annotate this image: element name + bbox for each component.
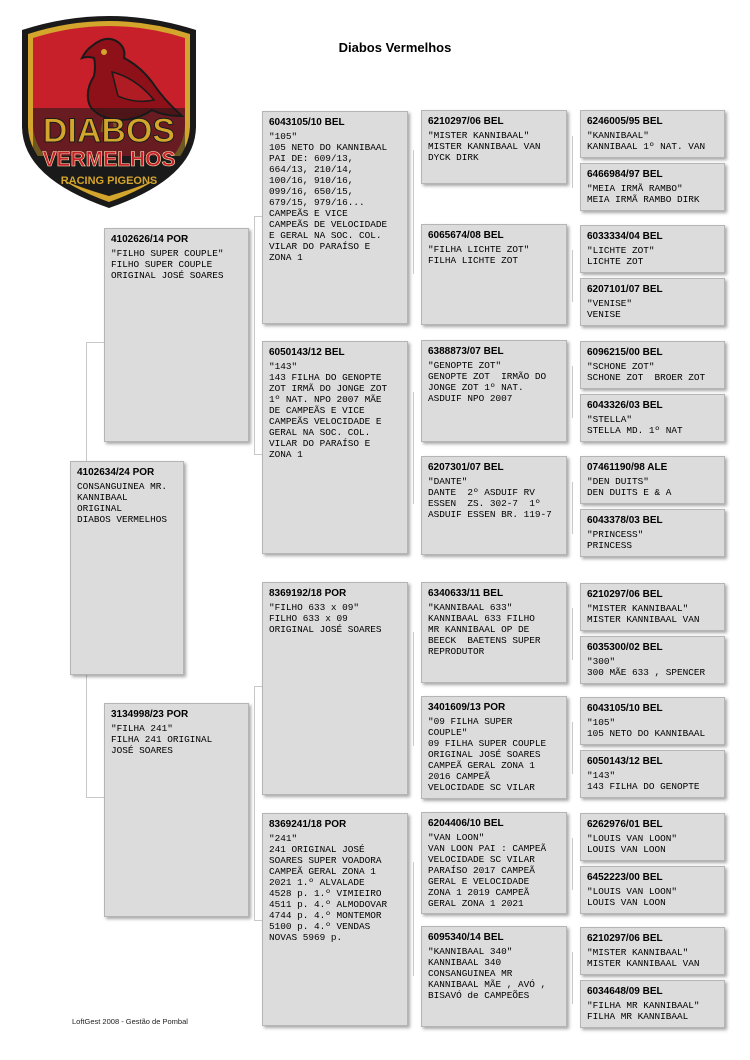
pigeon-card-gen5[interactable]	[580, 813, 725, 861]
logo-line-2: VERMELHOS	[42, 148, 176, 171]
pigeon-description: "143" 143 FILHA DO GENOPTE	[587, 770, 700, 792]
pigeon-card-gen5[interactable]	[580, 583, 725, 631]
pigeon-card-great-grandparent[interactable]	[421, 926, 567, 1027]
pigeon-card-grandparent[interactable]	[262, 111, 408, 324]
pigeon-card-great-grandparent[interactable]	[421, 812, 567, 914]
ring-number: 6207101/07 BEL	[587, 284, 663, 295]
pigeon-card-great-grandparent[interactable]	[421, 696, 567, 799]
pigeon-card-sire[interactable]	[104, 228, 249, 442]
connector	[572, 136, 573, 188]
pigeon-card-gen5[interactable]	[580, 866, 725, 914]
connector	[572, 608, 573, 660]
ring-number: 6034648/09 BEL	[587, 986, 663, 997]
pigeon-description: "GENOPTE ZOT" GENOPTE ZOT IRMÃO DO JONGE ZOT 1º NAT. ASDUIF NPO 2007	[428, 360, 547, 404]
pigeon-card-subject[interactable]	[70, 461, 184, 675]
ring-number: 6043105/10 BEL	[587, 703, 663, 714]
connector	[413, 392, 414, 504]
ring-number: 6210297/06 BEL	[587, 933, 663, 944]
pigeon-card-gen5[interactable]	[580, 110, 725, 158]
pigeon-description: "FILHO 633 x 09" FILHO 633 x 09 ORIGINAL JOSÉ SOARES	[269, 602, 382, 635]
ring-number: 07461190/98 ALE	[587, 462, 668, 473]
pigeon-card-gen5[interactable]	[580, 636, 725, 684]
ring-number: 6050143/12 BEL	[269, 347, 345, 358]
pigeon-description: "MISTER KANNIBAAL" MISTER KANNIBAAL VAN	[587, 947, 700, 969]
pigeon-description: "09 FILHA SUPER COUPLE" 09 FILHA SUPER COUPLE ORIGINAL JOSÉ SOARES CAMPEÃ GERAL ZONA 1 2016 CAMPEÃ VELOCIDADE SC VILAR	[428, 716, 547, 793]
ring-number: 6262976/01 BEL	[587, 819, 663, 830]
pigeon-card-grandparent[interactable]	[262, 582, 408, 795]
ring-number: 3134998/23 POR	[111, 709, 189, 720]
pigeon-description: CONSANGUINEA MR. KANNIBAAL ORIGINAL DIABOS VERMELHOS	[77, 481, 168, 525]
ring-number: 4102634/24 POR	[77, 467, 155, 478]
ring-number: 6210297/06 BEL	[428, 116, 504, 127]
pigeon-card-gen5[interactable]	[580, 278, 725, 326]
connector	[254, 920, 262, 921]
pigeon-description: "105" 105 NETO DO KANNIBAAL	[587, 717, 706, 739]
pigeon-card-great-grandparent[interactable]	[421, 340, 567, 442]
pigeon-card-gen5[interactable]	[580, 341, 725, 389]
pigeon-description: "KANNIBAAL" KANNIBAAL 1º NAT. VAN	[587, 130, 706, 152]
pigeon-description: "LOUIS VAN LOON" LOUIS VAN LOON	[587, 886, 678, 908]
logo-line-3: RACING PIGEONS	[60, 175, 158, 187]
club-logo	[14, 8, 204, 213]
ring-number: 6466984/97 BEL	[587, 169, 663, 180]
ring-number: 6035300/02 BEL	[587, 642, 663, 653]
ring-number: 6246005/95 BEL	[587, 116, 663, 127]
pigeon-description: "STELLA" STELLA MD. 1º NAT	[587, 414, 683, 436]
pigeon-description: "FILHA MR KANNIBAAL" FILHA MR KANNIBAAL	[587, 1000, 700, 1022]
pigeon-description: "VAN LOON" VAN LOON PAI : CAMPEÃ VELOCIDADE SC VILAR PARAÍSO 2017 CAMPEÃ GERAL E VELOCIDADE ZONA 1 2019 CAMPEÃ GERAL ZONA 1 2021	[428, 832, 547, 909]
connector	[254, 216, 255, 454]
page-title: Diabos Vermelhos	[338, 40, 452, 55]
pigeon-description: "MEIA IRMÃ RAMBO" MEIA IRMÃ RAMBO DIRK	[587, 183, 700, 205]
ring-number: 4102626/14 POR	[111, 234, 189, 245]
pigeon-description: "KANNIBAAL 340" KANNIBAAL 340 CONSANGUINEA MR KANNIBAAL MÃE , AVÓ , BISAVÓ de CAMPEÕES	[428, 946, 547, 1001]
ring-number: 6452223/00 BEL	[587, 872, 663, 883]
pigeon-card-gen5[interactable]	[580, 225, 725, 273]
pigeon-card-gen5[interactable]	[580, 394, 725, 442]
pigeon-card-gen5[interactable]	[580, 509, 725, 557]
connector	[86, 342, 104, 343]
connector	[254, 216, 262, 217]
pigeon-description: "PRINCESS" PRINCESS	[587, 529, 644, 551]
pigeon-description: "300" 300 MÃE 633 , SPENCER	[587, 656, 706, 678]
pigeon-card-grandparent[interactable]	[262, 813, 408, 1026]
ring-number: 6050143/12 BEL	[587, 756, 663, 767]
pigeon-description: "FILHA LICHTE ZOT" FILHA LICHTE ZOT	[428, 244, 530, 266]
connector	[254, 686, 262, 687]
connector	[413, 632, 414, 746]
pigeon-card-gen5[interactable]	[580, 697, 725, 745]
pigeon-description: "FILHA 241" FILHA 241 ORIGINAL JOSÉ SOARES	[111, 723, 213, 756]
pigeon-description: "KANNIBAAL 633" KANNIBAAL 633 FILHO MR KANNIBAAL OP DE BEECK BAETENS SUPER REPRODUTOR	[428, 602, 541, 657]
pigeon-description: "VENISE" VENISE	[587, 298, 633, 320]
ring-number: 6210297/06 BEL	[587, 589, 663, 600]
ring-number: 6096215/00 BEL	[587, 347, 663, 358]
pigeon-card-great-grandparent[interactable]	[421, 582, 567, 683]
pigeon-card-gen5[interactable]	[580, 163, 725, 211]
ring-number: 3401609/13 POR	[428, 702, 506, 713]
pigeon-card-great-grandparent[interactable]	[421, 456, 567, 555]
pigeon-description: "SCHONE ZOT" SCHONE ZOT BROER ZOT	[587, 361, 706, 383]
pigeon-card-dam[interactable]	[104, 703, 249, 917]
pigeon-card-great-grandparent[interactable]	[421, 224, 567, 325]
pigeon-description: "DANTE" DANTE 2º ASDUIF RV ESSEN ZS. 302-7 1º ASDUIF ESSEN BR. 119-7	[428, 476, 552, 520]
ring-number: 6388873/07 BEL	[428, 346, 504, 357]
connector	[86, 797, 104, 798]
connector	[572, 482, 573, 534]
pigeon-card-gen5[interactable]	[580, 927, 725, 975]
connector	[413, 862, 414, 976]
connector	[413, 150, 414, 274]
ring-number: 6095340/14 BEL	[428, 932, 504, 943]
ring-number: 6207301/07 BEL	[428, 462, 504, 473]
footer-credit: LoftGest 2008 - Gestão de Pombal	[72, 1017, 188, 1026]
ring-number: 6340633/11 BEL	[428, 588, 504, 599]
connector	[254, 454, 262, 455]
pigeon-description: "LOUIS VAN LOON" LOUIS VAN LOON	[587, 833, 678, 855]
ring-number: 6043105/10 BEL	[269, 117, 345, 128]
connector	[572, 366, 573, 418]
connector	[572, 952, 573, 1004]
pigeon-card-gen5[interactable]	[580, 750, 725, 798]
ring-number: 8369192/18 POR	[269, 588, 347, 599]
logo-line-1: DIABOS	[42, 112, 176, 150]
ring-number: 6204406/10 BEL	[428, 818, 504, 829]
connector	[254, 686, 255, 920]
connector	[572, 838, 573, 890]
ring-number: 8369241/18 POR	[269, 819, 347, 830]
pigeon-description: "FILHO SUPER COUPLE" FILHO SUPER COUPLE ORIGINAL JOSÉ SOARES	[111, 248, 224, 281]
pigeon-description: "241" 241 ORIGINAL JOSÉ SOARES SUPER VOADORA CAMPEÃ GERAL ZONA 1 2021 1.º ALVALADE 4528 p. 1.º VIMIEIRO 4511 p. 4.º ALMODOVAR 4744 p. 4.º MONTEMOR 5100 p. 4.º VENDAS NOVAS 5969 p.	[269, 833, 388, 943]
pigeon-card-great-grandparent[interactable]	[421, 110, 567, 184]
connector	[572, 722, 573, 774]
pigeon-description: "105" 105 NETO DO KANNIBAAL PAI DE: 609/13, 664/13, 210/14, 100/16, 910/16, 099/16, 650/15, 679/15, 979/16... CAMPEÃS E VICE CAMPEÃS DE VELOCIDADE E GERAL NA SOC. COL. VILAR DO PARAÍSO E ZONA 1	[269, 131, 388, 263]
pigeon-card-gen5[interactable]	[580, 980, 725, 1028]
pigeon-description: "143" 143 FILHA DO GENOPTE ZOT IRMÃ DO JONGE ZOT 1º NAT. NPO 2007 MÃE DE CAMPEÃS E VICE CAMPEÃS VELOCIDADE E GERAL NA SOC. COL. VILAR DO PARAÍSO E ZONA 1	[269, 361, 388, 460]
pigeon-card-gen5[interactable]	[580, 456, 725, 504]
pigeon-description: "LICHTE ZOT" LICHTE ZOT	[587, 245, 655, 267]
ring-number: 6065674/08 BEL	[428, 230, 504, 241]
ring-number: 6033334/04 BEL	[587, 231, 663, 242]
pigeon-card-grandparent[interactable]	[262, 341, 408, 554]
ring-number: 6043326/03 BEL	[587, 400, 663, 411]
pigeon-description: "DEN DUITS" DEN DUITS E & A	[587, 476, 672, 498]
connector	[572, 250, 573, 302]
pigeon-description: "MISTER KANNIBAAL" MISTER KANNIBAAL VAN DYCK DIRK	[428, 130, 541, 163]
ring-number: 6043378/03 BEL	[587, 515, 663, 526]
pigeon-description: "MISTER KANNIBAAL" MISTER KANNIBAAL VAN	[587, 603, 700, 625]
